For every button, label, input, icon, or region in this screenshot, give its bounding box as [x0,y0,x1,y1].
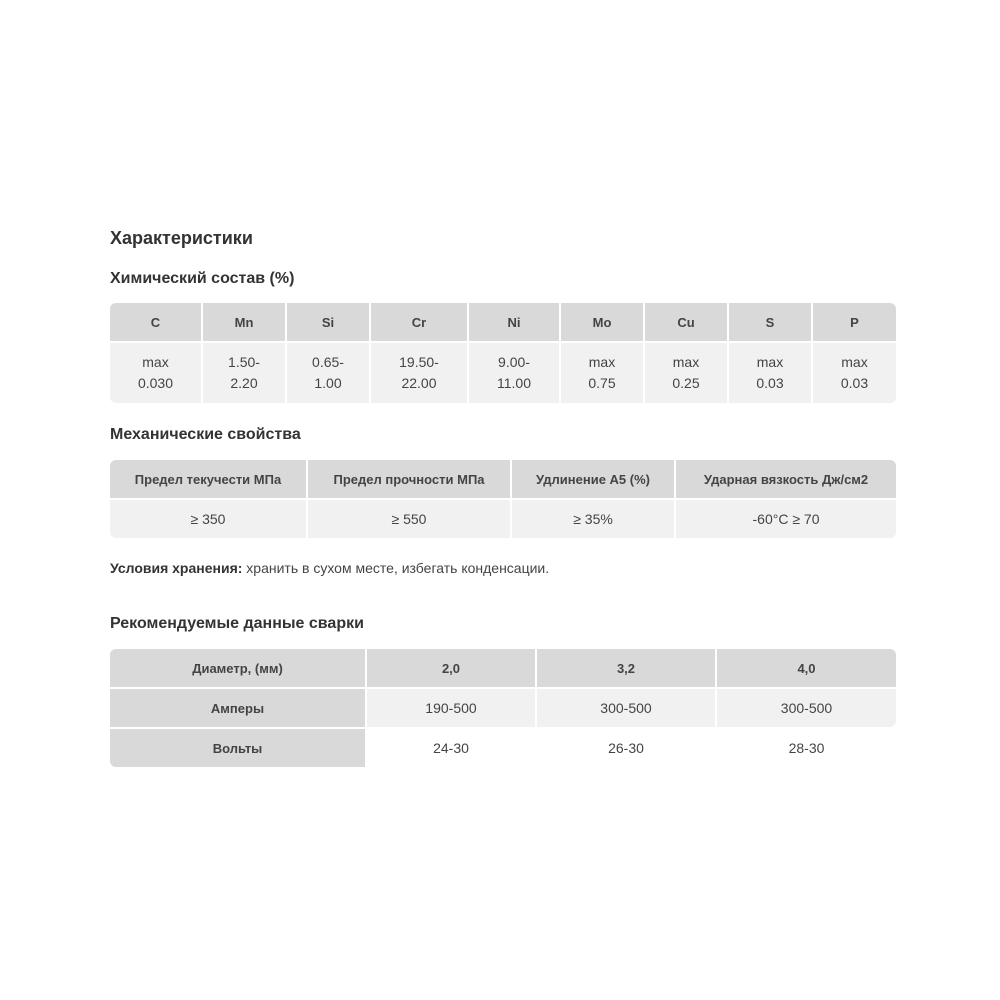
element-header: Mo [561,303,643,341]
voltage-value: 26-30 [537,729,715,767]
element-header: Mn [203,303,285,341]
table-row [110,689,896,727]
voltage-value: 28-30 [717,729,896,767]
element-value: 9.00- 11.00 [469,343,559,403]
element-header: C [110,303,201,341]
table-header-row [110,460,896,498]
element-value: max 0.030 [110,343,201,403]
element-value: 0.65- 1.00 [287,343,369,403]
mechanical-properties-table [108,458,898,540]
property-value: -60°C ≥ 70 [676,500,896,538]
table-row [110,729,896,767]
element-value: max 0.03 [729,343,811,403]
element-header: S [729,303,811,341]
chemical-composition-table [108,301,898,405]
amperage-value: 300-500 [717,689,896,727]
row-label: Амперы [110,689,365,727]
diameter-header: 2,0 [367,649,535,687]
element-value: max 0.25 [645,343,727,403]
property-value: ≥ 35% [512,500,674,538]
diameter-label: Диаметр, (мм) [110,649,365,687]
property-header: Ударная вязкость Дж/см2 [676,460,896,498]
storage-conditions [110,560,549,576]
amperage-value: 190-500 [367,689,535,727]
table-header-row [110,303,896,341]
property-header: Предел прочности МПа [308,460,510,498]
table-row [110,500,896,538]
element-value: 19.50- 22.00 [371,343,467,403]
element-header: Si [287,303,369,341]
property-value: ≥ 350 [110,500,306,538]
page-title: Характеристики [110,228,253,248]
storage-text: хранить в сухом месте, избегать конденсации. [242,560,550,576]
welding-data-heading: Рекомендуемые данные сварки [110,615,364,632]
element-value: max 0.75 [561,343,643,403]
storage-label: Условия хранения: [110,560,243,576]
chemical-composition-heading: Химический состав (%) [110,270,295,287]
property-header: Удлинение А5 (%) [512,460,674,498]
element-header: Ni [469,303,559,341]
diameter-header: 4,0 [717,649,896,687]
mechanical-properties-heading: Механические свойства [110,426,301,443]
voltage-value: 24-30 [367,729,535,767]
element-value: max 0.03 [813,343,896,403]
element-header: Cu [645,303,727,341]
element-value: 1.50- 2.20 [203,343,285,403]
welding-data-table [108,647,898,769]
element-header: Cr [371,303,467,341]
row-label: Вольты [110,729,365,767]
amperage-value: 300-500 [537,689,715,727]
element-header: P [813,303,896,341]
property-header: Предел текучести МПа [110,460,306,498]
table-header-row [110,649,896,687]
table-row [110,343,896,403]
property-value: ≥ 550 [308,500,510,538]
diameter-header: 3,2 [537,649,715,687]
